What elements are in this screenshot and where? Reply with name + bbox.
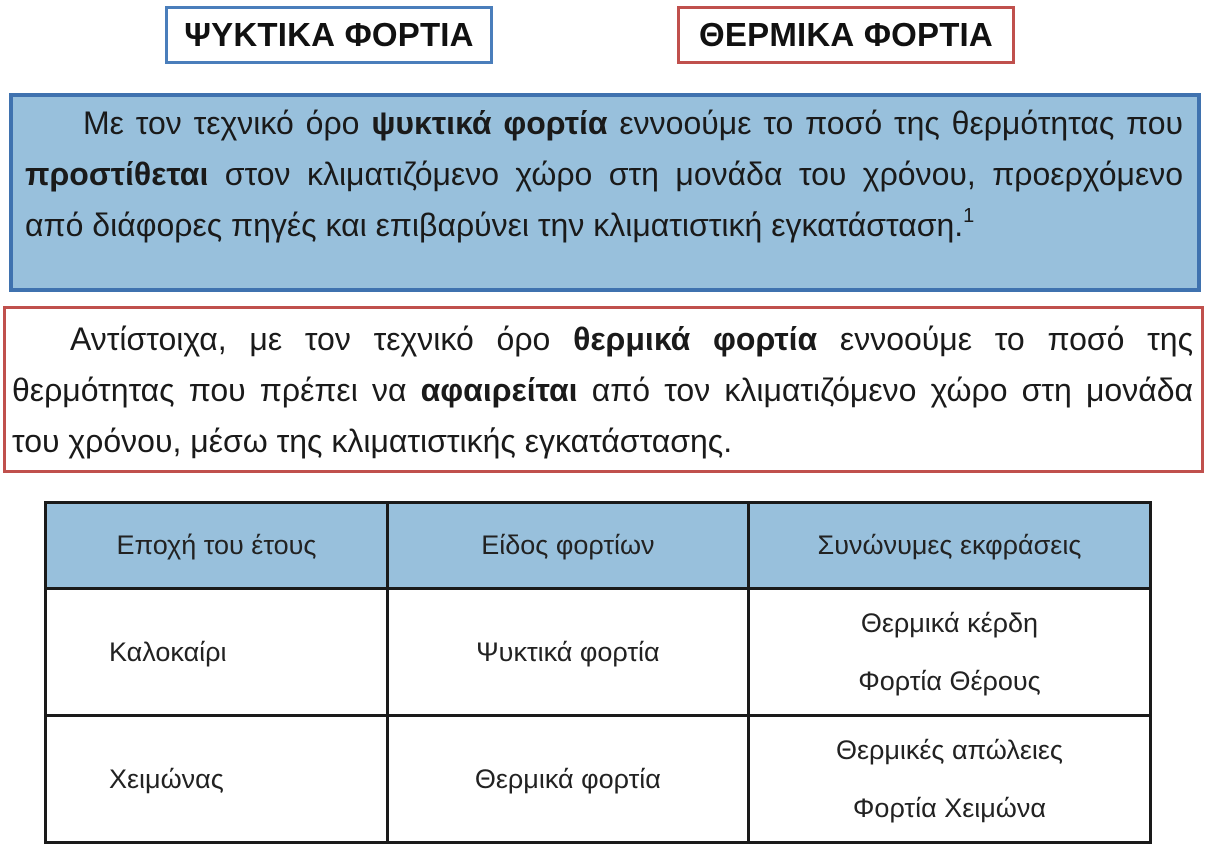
synonyms-cell — [748, 589, 1150, 716]
heating-verb: αφαιρείται — [420, 372, 578, 408]
cooling-loads-definition — [9, 93, 1201, 292]
loads-table — [44, 501, 1152, 844]
table-row — [46, 589, 1151, 716]
heating-definition-text: Αντίστοιχα, με τον τεχνικό όρο θερμικά φορτία εννοούμε το ποσό της θερμότητας που πρέπει να αφαιρείται από τον κλιματιζόμενο χώρο στη μονάδα του χρόνου, μέσω της κλιματιστικής εγκατάστασης. — [12, 321, 1194, 459]
heating-loads-title: ΘΕΡΜΙΚΑ ΦΟΡΤΙΑ — [677, 6, 1015, 64]
cooling-term: ψυκτικά φορτία — [371, 105, 608, 141]
header-season: Εποχή του έτους — [46, 503, 388, 589]
synonym: Θερμικές απώλειες — [835, 735, 1063, 765]
synonym: Φορτία Θέρους — [858, 666, 1041, 696]
synonym: Θερμικά κέρδη — [860, 608, 1039, 638]
table-header-row — [46, 503, 1151, 589]
cooling-verb: προστίθεται — [25, 156, 209, 192]
season-cell: Χειμώνας — [46, 716, 388, 843]
synonyms-cell — [748, 716, 1150, 843]
footnote-marker[interactable]: 1 — [963, 205, 975, 227]
heating-loads-definition — [3, 306, 1204, 473]
season-cell: Καλοκαίρι — [46, 589, 388, 716]
cooling-definition-text: Με τον τεχνικό όρο ψυκτικά φορτία εννοούμε το ποσό της θερμότητας που προστίθεται στον κλιματιζόμενο χώρο στη μονάδα του χρόνου, προερχόμενο από διάφορες πηγές και επιβαρύνει την κλιματιστική εγκατάσταση.$^1$ — [25, 105, 1184, 243]
load-type-cell: Ψυκτικά φορτία — [387, 589, 748, 716]
header-load-type: Είδος φορτίων — [387, 503, 748, 589]
cooling-loads-title: ΨΥΚΤΙΚΑ ΦΟΡΤΙΑ — [165, 6, 493, 64]
heating-term: θερμικά φορτία — [573, 321, 818, 357]
table-row — [46, 716, 1151, 843]
synonym: Φορτία Χειμώνα — [852, 793, 1046, 823]
header-synonyms: Συνώνυμες εκφράσεις — [748, 503, 1150, 589]
load-type-cell: Θερμικά φορτία — [387, 716, 748, 843]
